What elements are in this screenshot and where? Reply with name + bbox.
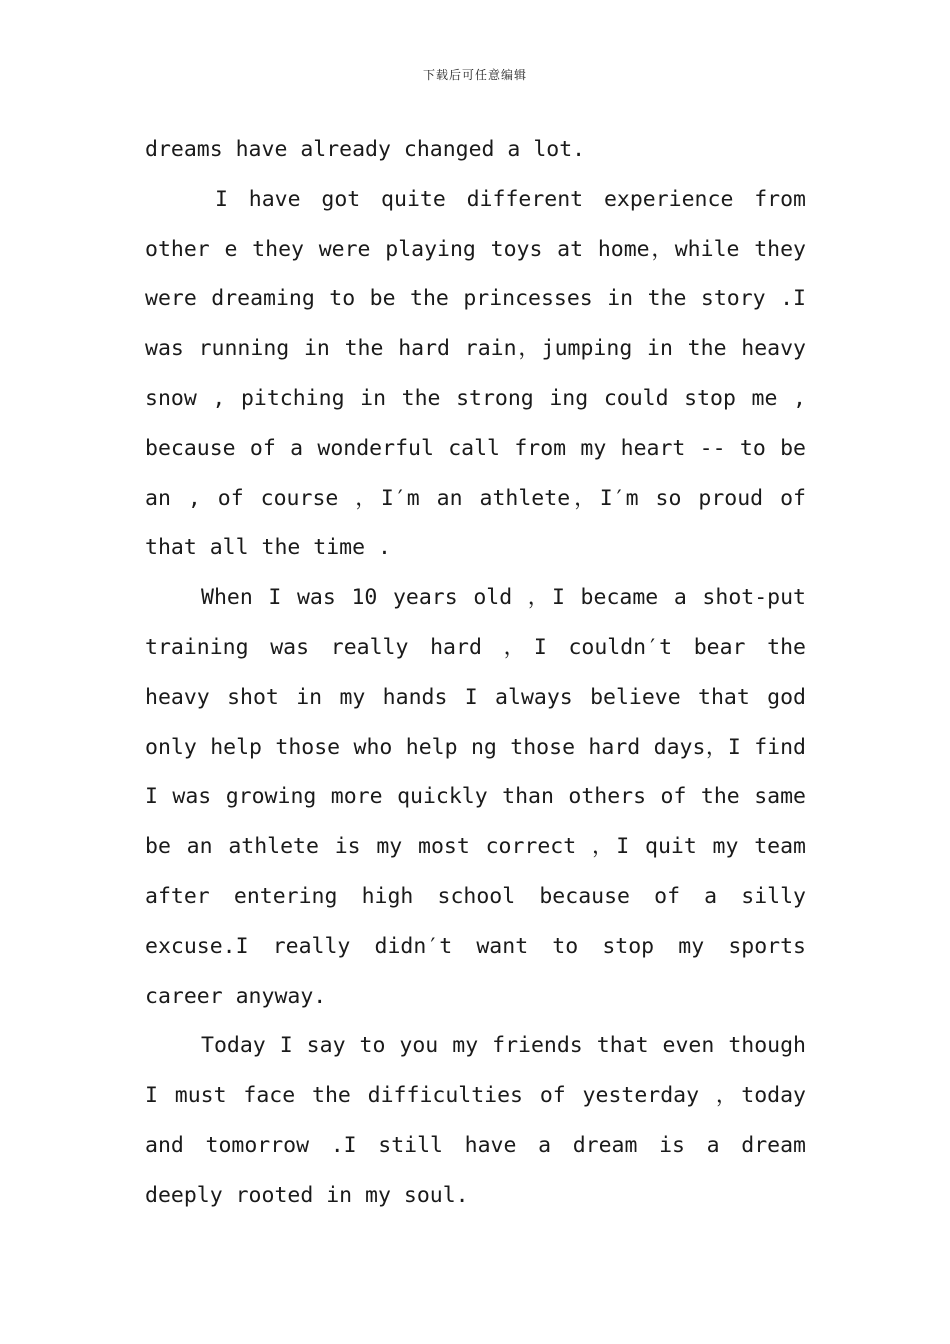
page-header-note: 下载后可任意编辑: [422, 68, 527, 82]
paragraph-continuation: dreams have already changed a lot.: [145, 137, 586, 162]
paragraph-dream: Today I say to you my friends that even though I must face the difficulties of yesterday ，today and tomorrow .I still have a dream is a dream deeply rooted in my soul.: [145, 1033, 806, 1208]
paragraph-experience: I have got quite different experience from other e they were playing toys at home，while they were dreaming to be the princesses in the story .I was running in the hard rain，jumping in the heavy snow , pitching in the strong ing could stop me , because of a wonderful call from my heart -- to be an , of course ，I′m an athlete，I′m so proud of that all the time .: [145, 186, 806, 561]
document-body: [145, 125, 806, 1221]
paragraph-shot-put: When I was 10 years old ，I became a shot-put training was really hard ，I couldn′t bear the heavy shot in my hands I always believe that god only help those who help ng those hard days，I find I was growing more quickly than others of the same be an athlete is my most correct ，I quit my team after entering high school because of a silly excuse.I really didn′t want to stop my sports career anyway.: [145, 585, 806, 1009]
